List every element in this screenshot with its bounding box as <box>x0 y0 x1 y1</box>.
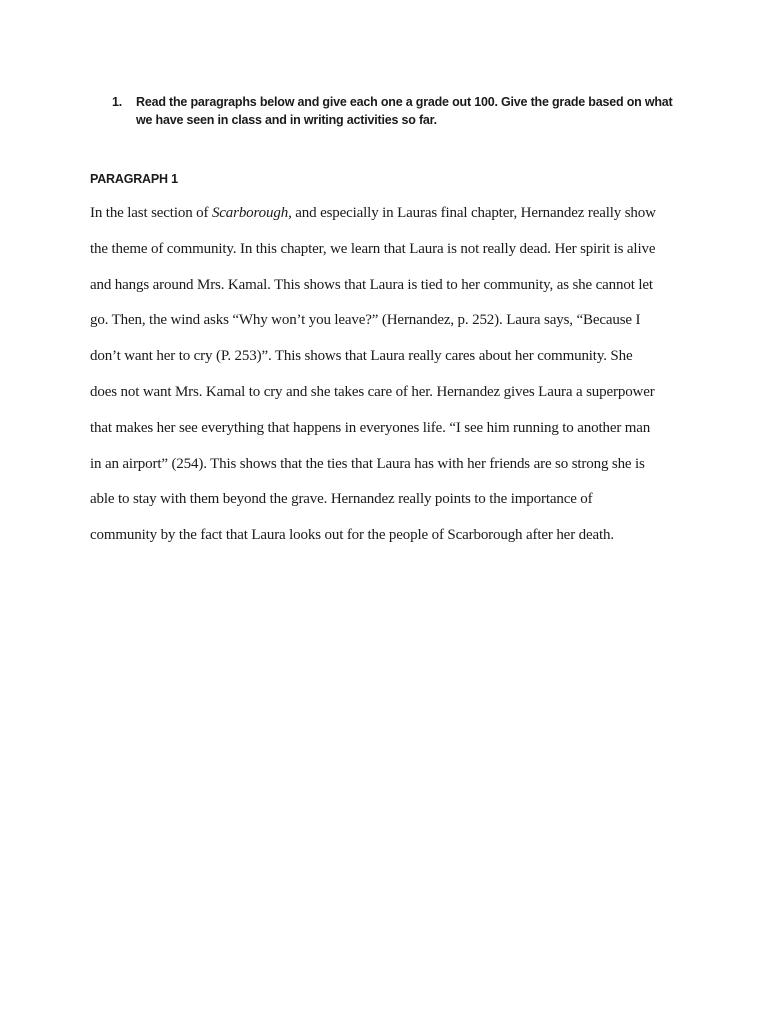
paragraph-line: does not want Mrs. Kamal to cry and she takes care of her. Hernandez gives Laura a superpower <box>90 383 655 400</box>
paragraph-line: that makes her see everything that happens in everyones life. “I see him running to another man <box>90 419 651 436</box>
book-title: Scarborough, <box>211 205 292 221</box>
paragraph-line <box>90 196 680 232</box>
instruction-line: Read the paragraphs below and give each one a grade out 100. Give the grade based on what <box>136 95 673 109</box>
paragraph-line-text: In the last section of <box>90 205 212 221</box>
paragraph-line: able to stay with them beyond the grave. Hernandez really points to the importance of <box>90 491 593 508</box>
paragraph-line: community by the fact that Laura looks out for the people of Scarborough after her death. <box>90 527 614 544</box>
instruction-text <box>136 93 682 129</box>
instruction-item <box>112 93 682 129</box>
instruction-number: 1. <box>112 95 123 109</box>
paragraph-body <box>90 196 680 554</box>
paragraph-line: in an airport” (254). This shows that the ties that Laura has with her friends are so strong she is <box>90 455 645 472</box>
paragraph-line: the theme of community. In this chapter, we learn that Laura is not really dead. Her spirit is alive <box>90 240 656 257</box>
instruction-line: we have seen in class and in writing activities so far. <box>136 113 437 127</box>
paragraph-line: and hangs around Mrs. Kamal. This shows that Laura is tied to her community, as she cannot let <box>90 276 653 293</box>
paragraph-heading: PARAGRAPH 1 <box>90 172 178 186</box>
paragraph-line-text: and especially in Lauras final chapter, Hernandez really show <box>291 205 656 221</box>
paragraph-line: go. Then, the wind asks “Why won’t you leave?” (Hernandez, p. 252). Laura says, “Because I <box>90 312 641 329</box>
paragraph-line: don’t want her to cry (P. 253)”. This shows that Laura really cares about her community. She <box>90 348 633 365</box>
